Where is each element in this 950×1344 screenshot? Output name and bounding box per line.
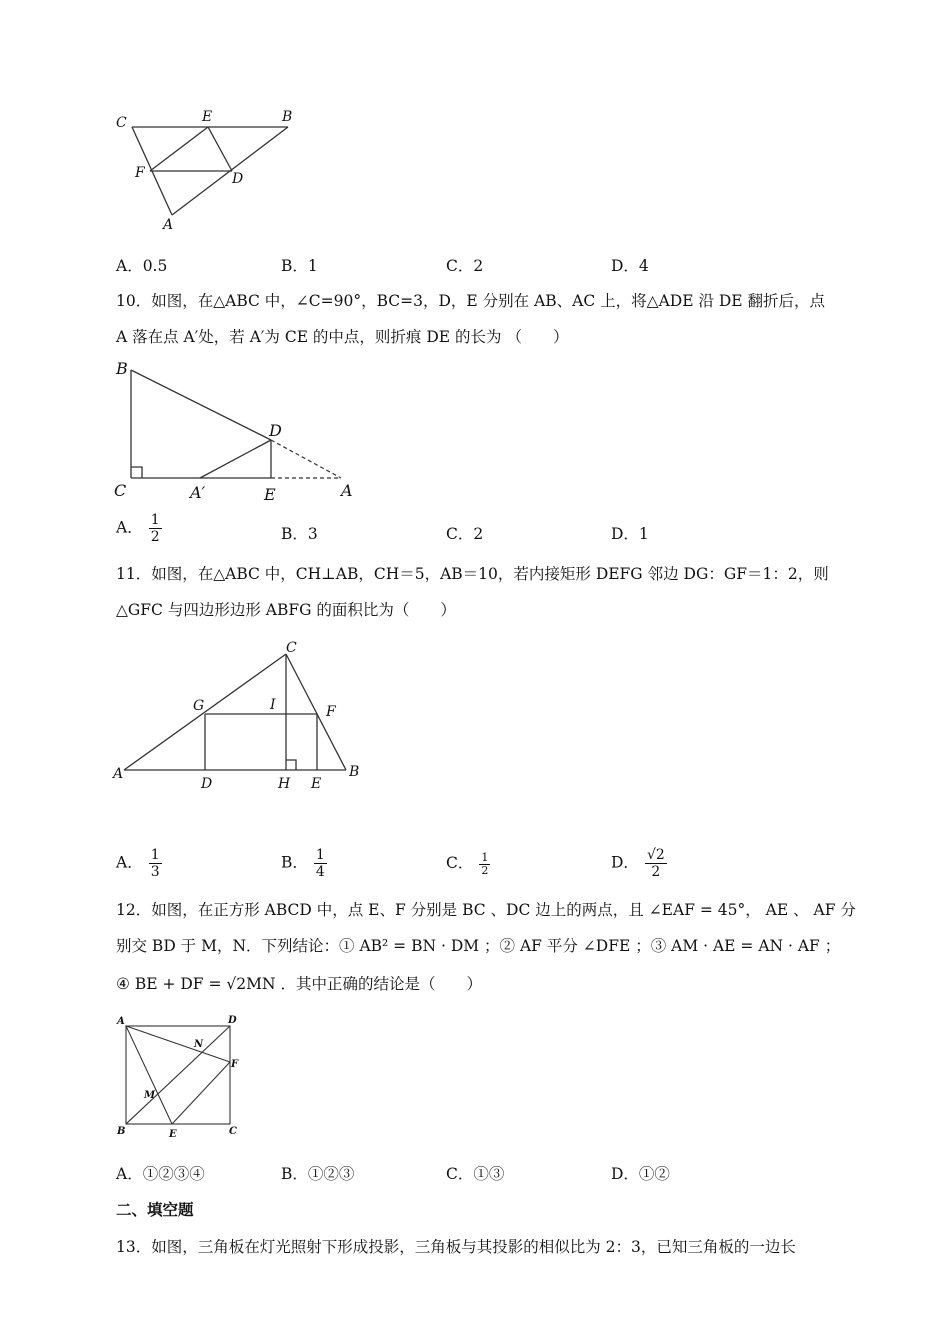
label-g: G <box>193 698 205 714</box>
q12-text-line1: 12．如图，在正方形 ABCD 中，点 E、F 分别是 BC 、DC 边上的两点，且 ∠EAF = 45°， AE 、 AF 分 <box>116 901 856 919</box>
option-prefix: A． <box>116 853 143 872</box>
q11-option-c[interactable] <box>446 851 490 877</box>
label-m: M <box>144 1090 156 1101</box>
q12-option-c[interactable]: C．①③ <box>446 1165 505 1183</box>
numerator: 1 <box>481 850 489 864</box>
q9-option-a[interactable]: A．0.5 <box>116 257 168 275</box>
label-d: D <box>232 171 244 187</box>
denominator: 3 <box>150 864 160 880</box>
numerator: 1 <box>150 847 160 863</box>
section-title: 二、填空题 <box>116 1201 194 1219</box>
label-d: D <box>228 1015 237 1026</box>
denominator: 4 <box>315 864 325 880</box>
label-b: B <box>116 359 128 378</box>
label-f: F <box>326 704 336 720</box>
q11-option-d[interactable] <box>611 847 667 880</box>
q10-text-line1: 10．如图，在△ABC 中，∠C=90°，BC=3，D，E 分别在 AB、AC 上，将△ADE 沿 DE 翻折后，点 <box>116 292 826 310</box>
q11-text-line1: 11．如图，在△ABC 中，CH⊥AB，CH＝5，AB＝10，若内接矩形 DEFG 邻边 DG：GF＝1：2，则 <box>116 565 829 583</box>
numerator: √2 <box>646 847 665 863</box>
q12-text-line3: ④ BE + DF = √2MN ．其中正确的结论是（ ） <box>116 975 482 993</box>
label-a: A <box>113 766 124 782</box>
label-a: A <box>163 217 174 233</box>
label-i: I <box>270 697 276 713</box>
figure-q10 <box>108 358 368 503</box>
denominator: 2 <box>150 529 160 545</box>
label-h: H <box>278 776 291 792</box>
q12-option-d[interactable]: D．①② <box>611 1165 670 1183</box>
fraction <box>149 847 162 880</box>
label-c: C <box>116 115 127 131</box>
label-n: N <box>194 1039 204 1050</box>
q10-option-c[interactable]: C．2 <box>446 525 484 543</box>
figure-q11 <box>110 636 370 796</box>
denominator: 2 <box>651 864 661 880</box>
label-f: F <box>135 165 145 181</box>
numerator: 1 <box>315 847 325 863</box>
q9-option-b[interactable]: B．1 <box>281 257 318 275</box>
option-prefix: D． <box>611 853 639 872</box>
q12-option-b[interactable]: B．①②③ <box>281 1165 355 1183</box>
q13-text-line1: 13．如图，三角板在灯光照射下形成投影，三角板与其投影的相似比为 2：3，已知三角板的一边长 <box>116 1238 796 1256</box>
label-c: C <box>114 481 127 500</box>
label-e: E <box>169 1129 177 1140</box>
denominator: 2 <box>481 863 489 877</box>
q10-option-a[interactable] <box>116 512 162 545</box>
q9-option-c[interactable]: C．2 <box>446 257 484 275</box>
label-e: E <box>202 109 213 125</box>
label-b: B <box>349 764 360 780</box>
q11-option-a[interactable] <box>116 847 162 880</box>
fraction <box>479 852 490 877</box>
option-prefix: B． <box>281 853 308 872</box>
q12-option-a[interactable]: A．①②③④ <box>116 1165 205 1183</box>
figure-q12 <box>112 1012 252 1142</box>
q11-text-line2: △GFC 与四边形边形 ABFG 的面积比为（ ） <box>116 601 456 619</box>
label-a: A <box>117 1016 125 1027</box>
label-c: C <box>286 640 297 656</box>
label-b: B <box>117 1126 126 1137</box>
q10-text-line2: A 落在点 A′处，若 A′为 CE 的中点，则折痕 DE 的长为 （ ） <box>116 328 569 346</box>
label-d: D <box>201 776 213 792</box>
figure-q9 <box>110 105 310 235</box>
label-a-prime: A′ <box>190 483 206 502</box>
label-a: A <box>341 481 353 500</box>
numerator: 1 <box>150 512 160 528</box>
q9-option-d[interactable]: D．4 <box>611 257 649 275</box>
label-c: C <box>229 1126 237 1137</box>
q12-text-line2: 别交 BD 于 M，N．下列结论：① AB² = BN · DM ；② AF 平分 ∠DFE ；③ AM · AE = AN · AF ； <box>116 937 841 955</box>
label-e: E <box>264 485 276 503</box>
label-d: D <box>269 421 282 440</box>
q10-option-d[interactable]: D．1 <box>611 525 649 543</box>
label-f: F <box>231 1059 239 1070</box>
option-prefix: C． <box>446 854 474 872</box>
fraction <box>314 847 327 880</box>
fraction <box>149 512 162 545</box>
label-e: E <box>311 776 322 792</box>
q10-option-b[interactable]: B．3 <box>281 525 318 543</box>
option-prefix: A． <box>116 518 143 537</box>
q11-option-b[interactable] <box>281 847 327 880</box>
label-b: B <box>282 109 293 125</box>
fraction <box>645 847 667 880</box>
